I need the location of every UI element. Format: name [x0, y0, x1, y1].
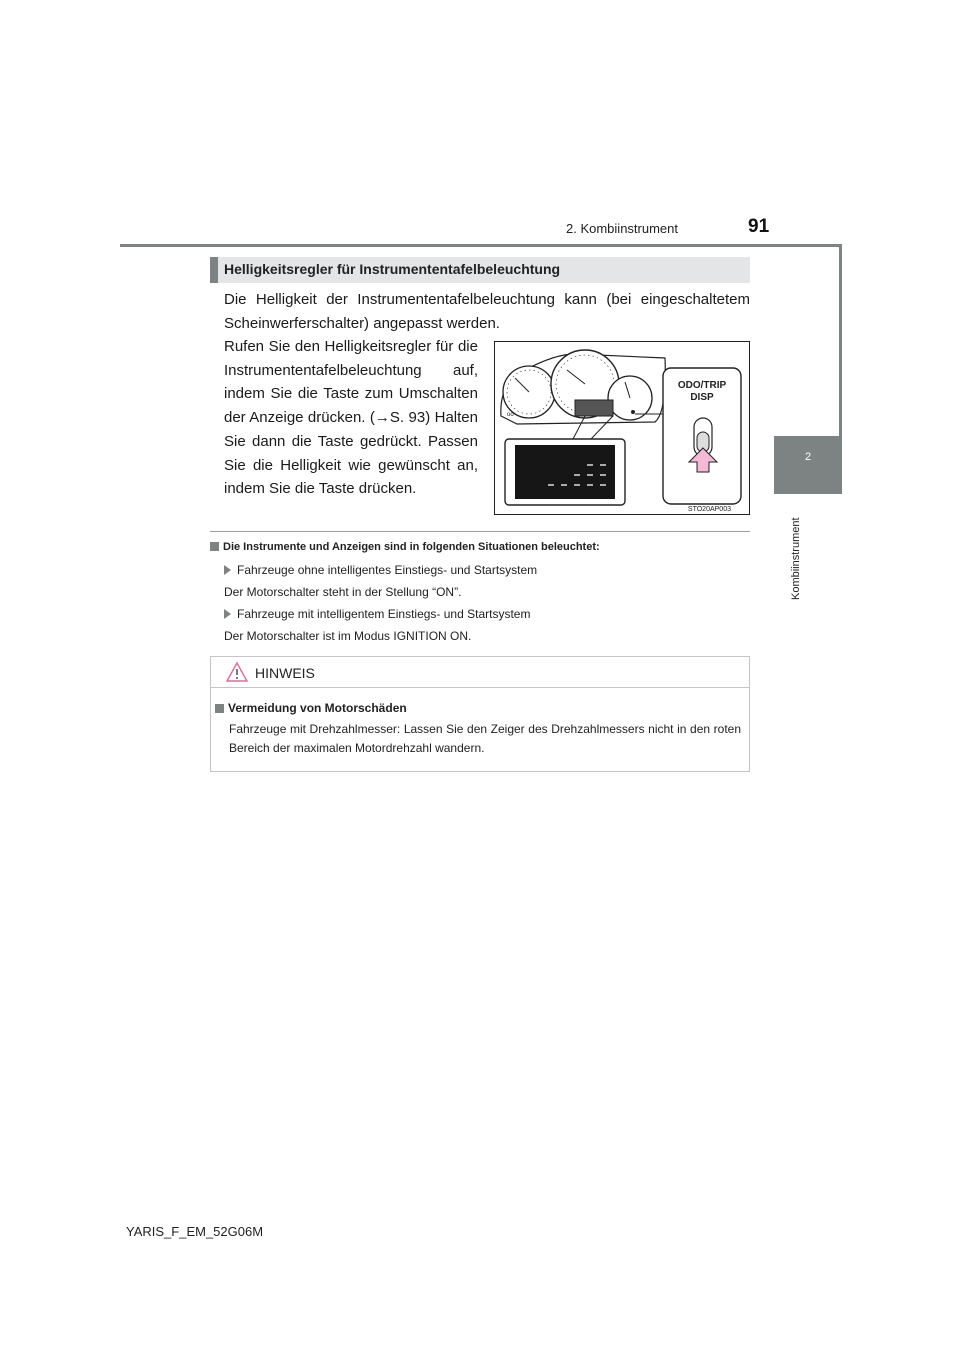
notes-heading	[210, 541, 600, 553]
section-divider	[210, 531, 750, 532]
figure-code: STO20AP003	[687, 506, 731, 513]
list-item-label: Fahrzeuge ohne intelligentes Einstiegs- und Startsystem	[237, 563, 538, 577]
notice-header	[211, 657, 749, 688]
list-item	[224, 563, 537, 577]
chapter-label	[790, 505, 804, 605]
list-item-text: Der Motorschalter steht in der Stellung “ON”.	[224, 585, 462, 599]
section-accent	[210, 257, 218, 283]
notice-title: HINWEIS	[255, 665, 315, 681]
page-number: 91	[748, 216, 770, 237]
square-bullet-icon	[210, 542, 219, 551]
disp-label: DISP	[690, 392, 714, 403]
chapter-number: 2	[804, 451, 812, 463]
notice-box	[210, 656, 750, 772]
section-title-bar	[210, 257, 750, 283]
section-title: Helligkeitsregler für Instrumententafelbeleuchtung	[224, 261, 561, 277]
instrument-cluster-figure	[494, 341, 750, 515]
svg-text:oo: oo	[507, 412, 514, 418]
cluster-illustration	[495, 342, 748, 513]
triangle-bullet-icon	[224, 609, 231, 619]
notice-subtitle-text: Vermeidung von Motorschäden	[228, 701, 407, 715]
notice-subtitle	[215, 701, 407, 715]
square-bullet-icon	[215, 704, 224, 713]
list-item	[224, 607, 530, 621]
running-header-section: 2. Kombiinstrument	[566, 221, 678, 236]
chapter-label-text: Kombiinstrument	[790, 517, 802, 600]
header-rule	[120, 244, 842, 247]
triangle-bullet-icon	[224, 565, 231, 575]
footer-code: YARIS_F_EM_52G06M	[126, 1224, 264, 1239]
instruction-paragraph: Rufen Sie den Helligkeitsregler für die Instrumententafelbeleuchtung auf, indem Sie die Taste zum Umschalten der Anzeige drücken. (→S. 93) Halten Sie dann die Taste gedrückt. Passen Sie die Helligkeit wie gewünscht an, indem Sie die Taste drücken.	[224, 338, 478, 498]
notes-heading-text: Die Instrumente und Anzeigen sind in folgenden Situationen beleuchtet:	[223, 541, 600, 553]
intro-paragraph: Die Helligkeit der Instrumententafelbeleuchtung kann (bei eingeschaltetem Scheinwerferschalter) angepasst werden.	[224, 291, 750, 332]
warning-triangle-icon	[225, 661, 249, 683]
side-rule	[774, 245, 842, 436]
chapter-tab	[774, 436, 842, 494]
odo-trip-label: ODO/TRIP	[677, 380, 727, 391]
list-item-label: Fahrzeuge mit intelligentem Einstiegs- und Startsystem	[237, 607, 531, 621]
list-item-text: Der Motorschalter ist im Modus IGNITION ON.	[224, 629, 472, 643]
notice-body: Fahrzeuge mit Drehzahlmesser: Lassen Sie den Zeiger des Drehzahlmessers nicht in den roten Bereich der maximalen Motordrehzahl wandern.	[229, 722, 741, 755]
